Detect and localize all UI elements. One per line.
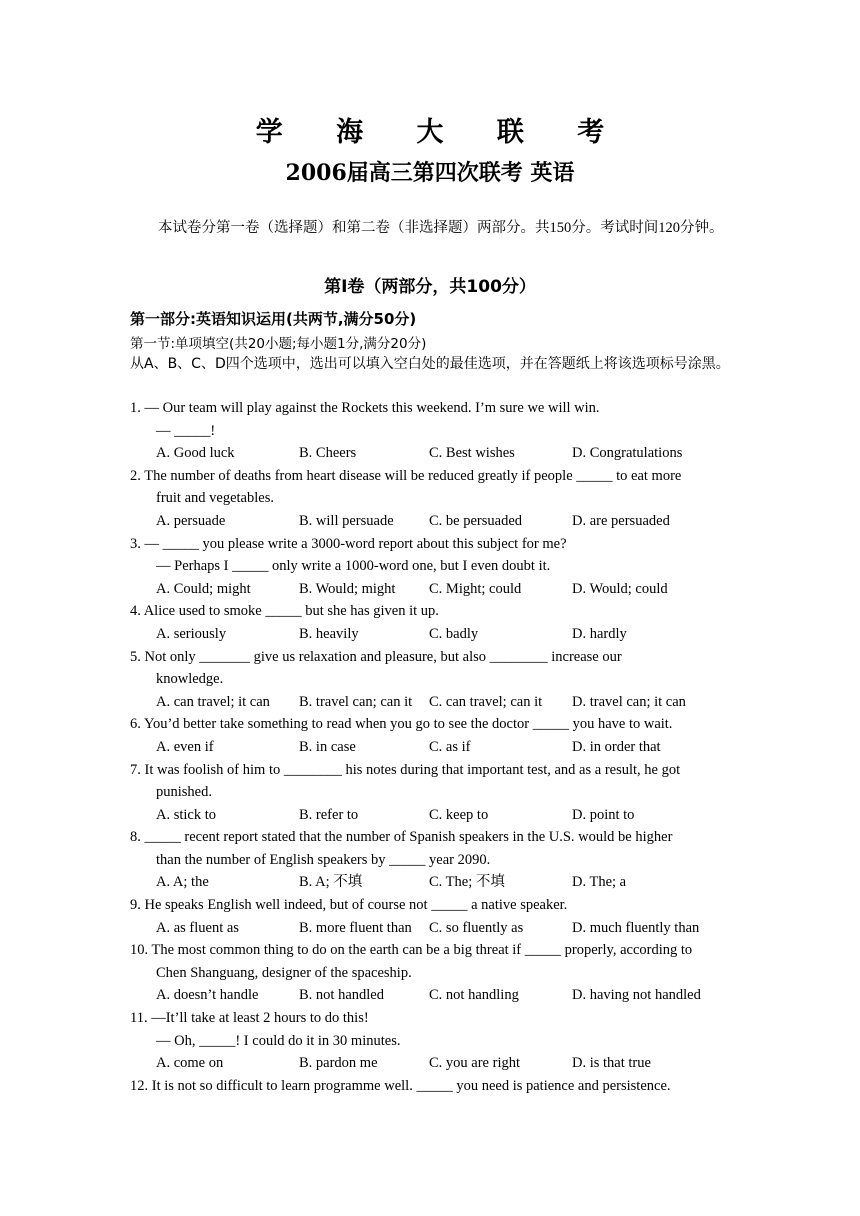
answer-option-b: B. pardon me bbox=[299, 1055, 378, 1072]
answer-options bbox=[130, 510, 750, 533]
answer-option-d: D. much fluently than bbox=[572, 919, 700, 936]
question-item bbox=[130, 759, 750, 827]
question-stem: 8. _____ recent report stated that the number of Spanish speakers in the U.S. would be higher bbox=[130, 829, 673, 846]
answer-options bbox=[130, 736, 750, 759]
answer-option-c: C. badly bbox=[429, 625, 479, 642]
question-list bbox=[130, 397, 750, 1097]
question-stem: 7. It was foolish of him to ________ his notes during that important test, and as a result, he got bbox=[130, 761, 681, 778]
answer-option-b: B. A; 不填 bbox=[299, 874, 363, 891]
answer-option-d: D. having not handled bbox=[572, 987, 701, 1004]
question-stem-continued: — _____! bbox=[156, 422, 216, 439]
answer-option-d: D. travel can; it can bbox=[572, 693, 686, 710]
answer-option-b: B. refer to bbox=[299, 806, 359, 823]
answer-option-c: C. you are right bbox=[429, 1055, 521, 1072]
question-item bbox=[130, 939, 750, 1007]
answer-option-d: D. point to bbox=[572, 806, 635, 823]
answer-option-d: D. Congratulations bbox=[572, 445, 683, 462]
answer-option-d: D. The; a bbox=[572, 874, 627, 891]
answer-option-a: A. Could; might bbox=[156, 580, 251, 597]
answer-option-d: D. are persuaded bbox=[572, 512, 670, 529]
question-stem: 10. The most common thing to do on the earth can be a big threat if _____ properly, according to bbox=[130, 942, 693, 959]
answer-options bbox=[130, 917, 750, 940]
answer-option-b: B. not handled bbox=[299, 987, 384, 1004]
answer-option-a: A. even if bbox=[156, 738, 214, 755]
question-stem-continued: — Perhaps I _____ only write a 1000-word one, but I even doubt it. bbox=[156, 558, 551, 575]
answer-option-b: B. Cheers bbox=[299, 445, 357, 462]
question-stem: 3. — _____ you please write a 3000-word report about this subject for me? bbox=[130, 535, 567, 552]
answer-option-b: B. Would; might bbox=[299, 580, 396, 597]
answer-option-c: C. keep to bbox=[429, 806, 489, 823]
answer-options bbox=[130, 804, 750, 827]
question-item bbox=[130, 1075, 750, 1098]
question-stem-continued: — Oh, _____! I could do it in 30 minutes. bbox=[156, 1032, 401, 1049]
section-heading: 第一节:单项填空(共20小题;每小题1分,满分20分) bbox=[130, 336, 427, 352]
question-stem-continued: fruit and vegetables. bbox=[156, 490, 274, 507]
answer-option-a: A. can travel; it can bbox=[156, 693, 270, 710]
volume-heading: 第Ⅰ卷（两部分，共100分） bbox=[324, 277, 536, 297]
answer-option-b: B. heavily bbox=[299, 625, 359, 642]
answer-option-a: A. come on bbox=[156, 1055, 224, 1072]
part-heading: 第一部分:英语知识运用(共两节,满分50分) bbox=[130, 310, 417, 328]
answer-option-c: C. Best wishes bbox=[429, 445, 515, 462]
answer-option-a: A. doesn’t handle bbox=[156, 987, 259, 1004]
question-stem: 1. — Our team will play against the Rockets this weekend. I’m sure we will win. bbox=[130, 400, 600, 416]
question-stem: 9. He speaks English well indeed, but of course not _____ a native speaker. bbox=[130, 897, 568, 914]
answer-option-d: D. is that true bbox=[572, 1055, 651, 1072]
answer-option-d: D. hardly bbox=[572, 625, 627, 642]
question-item bbox=[130, 533, 750, 601]
answer-options bbox=[130, 691, 750, 714]
answer-option-a: A. persuade bbox=[156, 512, 226, 529]
instruction-text: 从A、B、C、D四个选项中，选出可以填入空白处的最佳选项，并在答题纸上将该选项标号涂黑。 bbox=[130, 356, 730, 372]
answer-option-c: C. The; 不填 bbox=[429, 874, 505, 891]
question-stem: 6. You’d better take something to read when you go to see the doctor _____ you have to wait. bbox=[130, 716, 673, 733]
answer-option-a: A. seriously bbox=[156, 625, 227, 642]
question-stem: 5. Not only _______ give us relaxation and pleasure, but also ________ increase our bbox=[130, 648, 622, 665]
question-stem-continued: punished. bbox=[156, 784, 212, 801]
answer-option-a: A. as fluent as bbox=[156, 919, 239, 936]
question-stem-continued: than the number of English speakers by _____ year 2090. bbox=[156, 851, 491, 868]
question-stem-continued: Chen Shanguang, designer of the spaceship. bbox=[156, 964, 412, 981]
question-stem: 2. The number of deaths from heart disease will be reduced greatly if people _____ to eat more bbox=[130, 467, 682, 484]
answer-option-b: B. travel can; can it bbox=[299, 693, 413, 710]
answer-option-d: D. in order that bbox=[572, 738, 661, 755]
question-stem: 12. It is not so difficult to learn programme well. _____ you need is patience and persistence. bbox=[130, 1077, 671, 1094]
answer-option-b: B. in case bbox=[299, 738, 356, 755]
answer-option-c: C. as if bbox=[429, 738, 471, 755]
answer-options bbox=[130, 623, 750, 646]
answer-options bbox=[130, 442, 750, 465]
question-item bbox=[130, 465, 750, 533]
answer-option-b: B. more fluent than bbox=[299, 919, 412, 936]
answer-option-d: D. Would; could bbox=[572, 580, 668, 597]
question-item bbox=[130, 1007, 750, 1075]
question-item bbox=[130, 826, 750, 894]
question-stem: 11. —It’ll take at least 2 hours to do this! bbox=[130, 1010, 369, 1027]
answer-option-c: C. be persuaded bbox=[429, 512, 523, 529]
question-item bbox=[130, 600, 750, 645]
exam-title: 学 海 大 联 考 bbox=[255, 117, 627, 148]
answer-option-a: A. stick to bbox=[156, 806, 217, 823]
question-stem: 4. Alice used to smoke _____ but she has given it up. bbox=[130, 603, 439, 620]
answer-option-a: A. A; the bbox=[156, 874, 209, 891]
answer-option-c: C. can travel; can it bbox=[429, 693, 543, 710]
exam-intro: 本试卷分第一卷（选择题）和第二卷（非选择题）两部分。共150分。考试时间120分钟。 bbox=[158, 220, 724, 236]
answer-options bbox=[130, 578, 750, 601]
answer-option-c: C. not handling bbox=[429, 987, 519, 1004]
question-item bbox=[130, 646, 750, 714]
exam-subtitle: 2006届高三第四次联考 英语 bbox=[285, 160, 575, 186]
question-item bbox=[130, 397, 750, 465]
answer-option-b: B. will persuade bbox=[299, 512, 394, 529]
question-item bbox=[130, 713, 750, 758]
question-stem-continued: knowledge. bbox=[156, 671, 224, 688]
answer-option-c: C. so fluently as bbox=[429, 919, 524, 936]
answer-options bbox=[130, 984, 750, 1007]
answer-option-a: A. Good luck bbox=[156, 445, 235, 462]
question-item bbox=[130, 894, 750, 939]
answer-options bbox=[130, 1052, 750, 1075]
answer-option-c: C. Might; could bbox=[429, 580, 522, 597]
answer-options bbox=[130, 871, 750, 894]
